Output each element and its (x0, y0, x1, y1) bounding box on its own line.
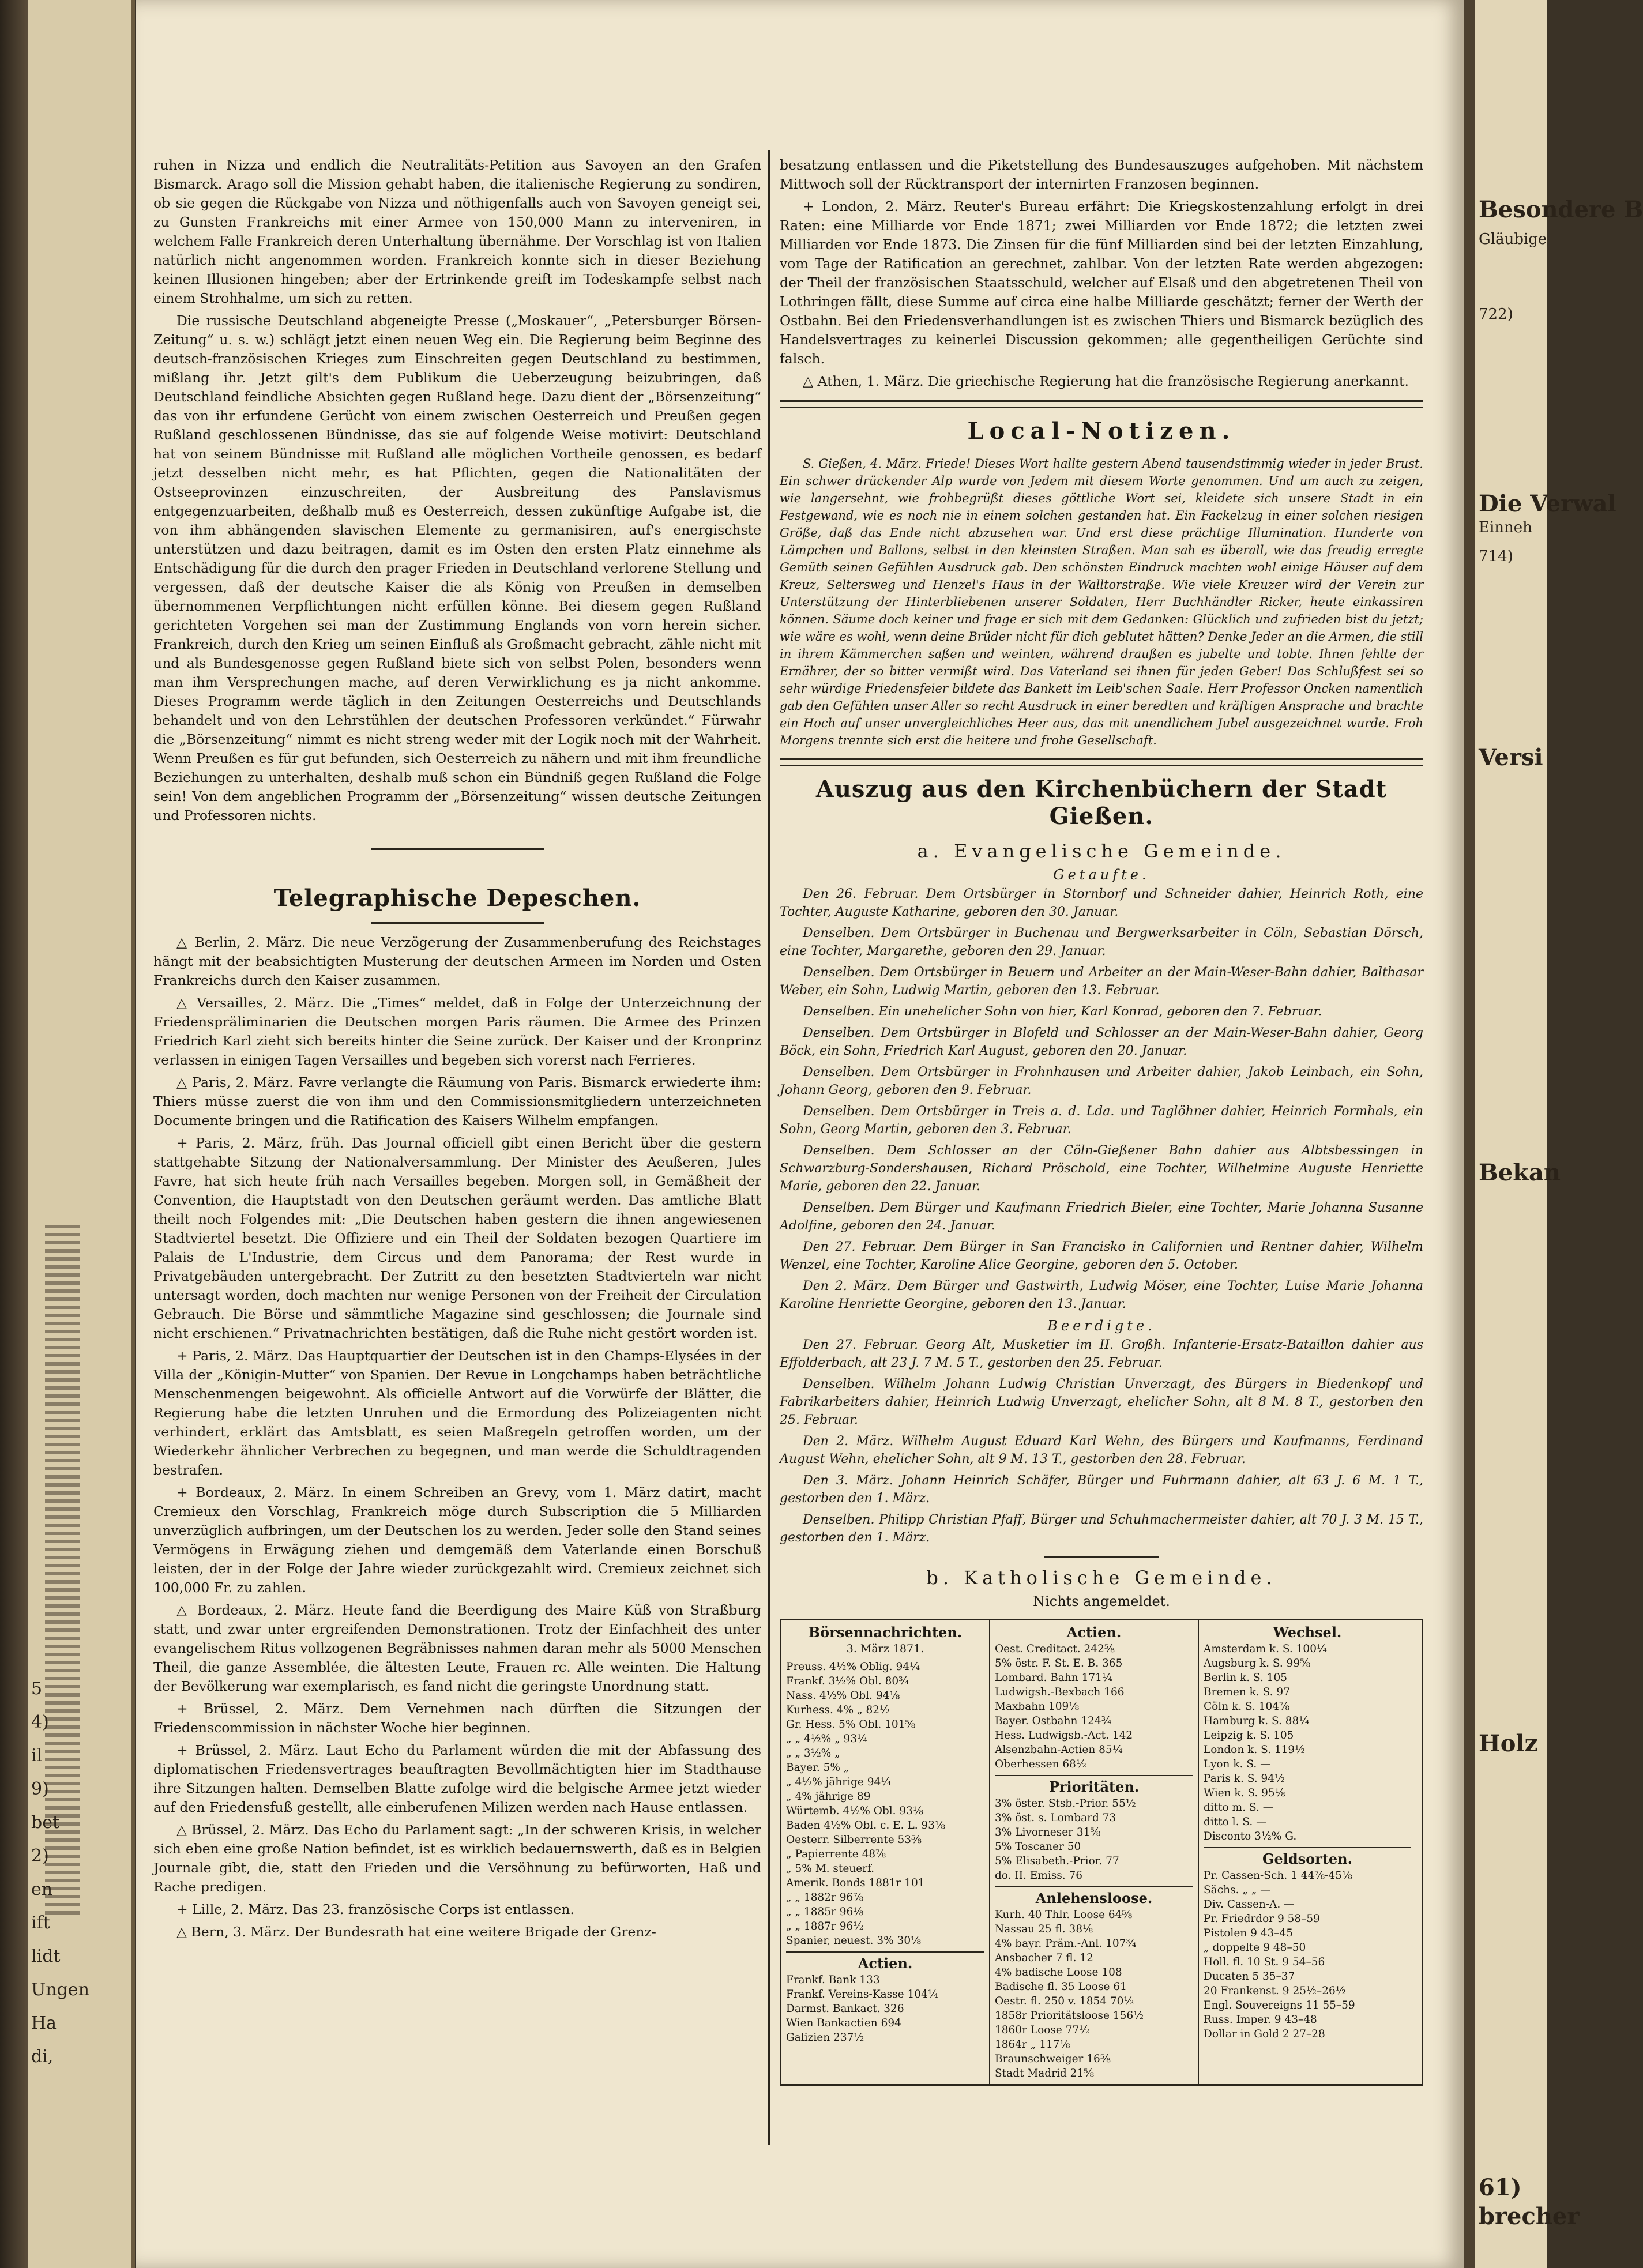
next-page-fragment: 714) (1479, 548, 1513, 565)
currency-line: Holl. fl. 10 St. 9 54–56 (1204, 1956, 1325, 1968)
fragment: di, (31, 2047, 54, 2067)
fragment: il (31, 1746, 43, 1766)
exchange-line: Leipzig k. S. 105 (1204, 1729, 1294, 1742)
exchange-line: Cöln k. S. 104⅞ (1204, 1701, 1289, 1713)
bond-line: Nass. 4½% Obl. 94⅛ (786, 1690, 900, 1702)
telegram-item: △ Berlin, 2. März. Die neue Verzögerung der Zusammenberufung des Reichstages hängt mit der beabsichtigten Musterung der deutschen Armeen im Norden und Osten Frankreichs durch den Kaiser zusammen. (153, 934, 761, 988)
fragment: ift (31, 1913, 50, 1933)
article-paragraph: Die russische Deutschland abgeneigte Presse („Moskauer“, „Petersburger Börsen-Zeitung“ u. s. w.) schlägt jetzt einen neuen Weg ein. Die Regierung beim Beginne des deutsch-französischen Krieges zum Einschreiten gegen Deutschland zu bestimmen, mißlang ihr. Jetzt gilt's dem Publikum die Ueberzeugung beizubringen, daß Deutschland feindliche Absichten gegen Rußland hege. Dazu dient der „Börsenzeitung“ das von ihr erfundene Gerücht von einem zwischen Oesterreich und Preußen gegen Rußland geschlossenen Bündnisse, das sie auf folgende Weise motivirt: Deutschland hat von seinem Bündnisse mit Rußland alle möglichen Vortheile genossen, es bedarf jetzt desselben nicht mehr, es hat Pflichten, gegen die Nationalitäten der Ostseeprovinzen einzuschreiten, der Ausbreitung des Panslavismus entgegenzuarbeiten, deßhalb muß es Oesterreich, dessen zukünftige Aufgabe ist, die von ihm abhängenden slavischen Elemente zu germanisiren, auf's energischste unterstützen und dazu beitragen, damit es im Osten den ersten Platz einnehme als Entschädigung für die durch den prager Frieden in Deutschland verlorene Stellung und vergessen, daß der deutsche Kaiser die als König von Preußen in demselben übernommenen Verpflichtungen nicht erfüllen könne. Bei diesem gegen Rußland gerichteten Vorgehen sei man der Zustimmung Englands von vorn herein sicher. Frankreich, durch den Krieg um seinen Einfluß als Großmacht gebracht, zähle nicht mit und als Bundesgenosse gegen Rußland biete sich von selbst Polen, besonders wenn man ihm Versprechungen mache, auf deren Verwirklichung es ja nicht ankomme. Dieses Programm werde täglich in den Zeitungen Oesterreichs und Deutschlands behandelt und von den Lehrstühlen der deutschen Professoren verkündet.“ Fürwahr die „Börsenzeitung“ nimmt es nicht streng weder mit der Logik noch mit der Wahrheit. Wenn Preußen es für gut befunden, sich Oesterreich zu nähern und mit ihm freundliche Beziehungen zu unterhalten, deshalb muß schon ein Bündniß gegen Rußland die Folge sein! Von dem angeblichen Programm der „Börsenzeitung“ wissen deutsche Zeitungen und Professoren nichts. (153, 313, 761, 823)
share-line: Oberhessen 68½ (995, 1758, 1086, 1770)
lottery-line: Ansbacher 7 fl. 12 (995, 1952, 1093, 1964)
share-line: Bayer. Ostbahn 124¾ (995, 1715, 1112, 1727)
telegram-item: + Brüssel, 2. März. Laut Echo du Parlament würden die mit der Abfassung des diplomatischen Friedensvertrages beauftragten Bevollmächtigten hier im Stadthause ihre Sitzungen halten. Demselben Blatte zufolge wird die belgische Armee jetzt wieder auf den Friedensfuß gestellt, alle einberufenen Milizen werden nach Hause entlassen. (153, 1742, 761, 1815)
burial-entry: Denselben. Philipp Christian Pfaff, Bürger und Schuhmachermeister dahier, alt 70 J. 3 M. 15 T., gestorben den 1. März. (780, 1513, 1423, 1545)
right-column (780, 156, 1423, 2086)
baptism-entry: Denselben. Dem Ortsbürger in Buchenau und Bergwerksarbeiter in Cöln, Sebastian Dörsch, eine Tochter, Margarethe, geboren den 29. Januar. (780, 926, 1423, 958)
lottery-line: 1858r Prioritätsloose 156½ (995, 2010, 1144, 2022)
currency-line: Pr. Cassen-Sch. 1 44⅞-45⅛ (1204, 1870, 1352, 1882)
exchange-line: ditto l. S. — (1204, 1816, 1267, 1828)
bond-line: Oesterr. Silberrente 53⅝ (786, 1834, 922, 1846)
telegram-item: △ Bordeaux, 2. März. Heute fand die Beerdigung des Maire Küß von Straßburg statt, und zwar unter ergreifenden Demonstrationen. Trotz der Einfachheit des unter evangelischem Ritus vollzogenen Begräbnisses nahmen daran mehr als 5000 Menschen Theil, die ganze Assemblée, die ältesten Leute, Frauen rc. Alle weinten. Die Haltung der Bevölkerung war exemplarisch, es fand nicht die geringste Unordnung statt. (153, 1602, 761, 1694)
bond-line: „ „ 3½% „ (786, 1747, 840, 1759)
next-page-fragment: Bekan (1479, 1159, 1561, 1186)
baptism-entry: Den 2. März. Dem Bürger und Gastwirth, Ludwig Möser, eine Tochter, Luise Marie Johanna Karoline Henriette Georgine, geboren den 13. Januar. (780, 1279, 1423, 1311)
fragment: lidt (31, 1946, 61, 1966)
next-page-fragment: 722) (1479, 306, 1513, 323)
fragment: 4) (31, 1712, 49, 1732)
bond-line: Preuss. 4½% Oblig. 94¼ (786, 1661, 920, 1673)
share-line: Galizien 237½ (786, 2032, 864, 2044)
stock-table (780, 1619, 1423, 2086)
baptism-entry: Denselben. Ein unehelicher Sohn von hier, Karl Konrad, geboren den 7. Februar. (803, 1005, 1322, 1019)
previous-page-edge (28, 0, 135, 2268)
priority-line: 5% Toscaner 50 (995, 1841, 1081, 1853)
share-line: Frankf. Bank 133 (786, 1974, 880, 1986)
stock-col-bonds (781, 1620, 990, 2084)
currency-line: Pistolen 9 43–45 (1204, 1927, 1294, 1939)
left-column (153, 156, 761, 1945)
share-line: Oest. Creditact. 242⅝ (995, 1643, 1115, 1655)
priority-line: 3% öst. s. Lombard 73 (995, 1812, 1116, 1824)
telegrams-heading: Telegraphische Depeschen. (273, 885, 641, 912)
stock-news-title: Börsennachrichten. (808, 1624, 963, 1641)
fragment: Ha (31, 2013, 57, 2033)
section-rule (1044, 1556, 1159, 1558)
share-line: 5% östr. F. St. E. B. 365 (995, 1657, 1123, 1669)
currency-line: Ducaten 5 35–37 (1204, 1970, 1295, 1983)
currency-line: Engl. Souvereigns 11 55–59 (1204, 1999, 1355, 2011)
section-rule (780, 758, 1423, 766)
buried-heading: Beerdigte. (1047, 1318, 1156, 1334)
next-page-fragment: Gläubige (1479, 231, 1547, 248)
bond-line: Würtemb. 4½% Obl. 93⅛ (786, 1805, 923, 1817)
currency-box (1204, 1847, 1411, 2041)
bank-shares-title: Actien. (858, 1955, 913, 1972)
priority-line: 3% öster. Stsb.-Prior. 55½ (995, 1797, 1136, 1810)
baptism-entry: Den 26. Februar. Dem Ortsbürger in Stornborf und Schneider dahier, Heinrich Roth, eine Tochter, Auguste Katharine, geboren den 30. Januar. (780, 887, 1423, 919)
stock-date: 3. März 1871. (846, 1642, 924, 1655)
currency-line: Dollar in Gold 2 27–28 (1204, 2028, 1325, 2040)
exchange-line: Disconto 3½% G. (1204, 1830, 1297, 1842)
section-rule (780, 400, 1423, 408)
exchange-line: Amsterdam k. S. 100¼ (1204, 1643, 1327, 1655)
book-binding (0, 0, 28, 2268)
fragment: en (31, 1879, 53, 1900)
baptism-entry: Denselben. Dem Ortsbürger in Beuern und Arbeiter an der Main-Weser-Bahn dahier, Balthasar Weber, ein Sohn, Ludwig Martin, geboren den 13. Februar. (780, 965, 1423, 998)
bond-line: Spanier, neuest. 3% 30⅛ (786, 1935, 922, 1947)
share-line: Maxbahn 109⅛ (995, 1701, 1080, 1713)
next-page-fragment: Besondere B (1479, 196, 1643, 223)
next-page-fragment: Die Verwal (1479, 490, 1616, 517)
evangelical-heading: a. Evangelische Gemeinde. (917, 840, 1286, 862)
stock-col-shares (990, 1620, 1199, 2084)
section-rule (371, 922, 544, 924)
lottery-line: Braunschweiger 16⅝ (995, 2053, 1111, 2065)
right-gutter (1464, 0, 1475, 2268)
baptism-entry: Denselben. Dem Bürger und Kaufmann Friedrich Bieler, eine Tochter, Marie Johanna Susanne Adolfine, geboren den 24. Januar. (780, 1201, 1423, 1233)
bond-line: Frankf. 3½% Obl. 80¾ (786, 1675, 909, 1687)
article-paragraph: ruhen in Nizza und endlich die Neutralitäts-Petition aus Savoyen an den Grafen Bismarck. Arago soll die Mission gehabt haben, die italienische Regierung zu sondiren, ob sie gegen die Rückgabe von Nizza und nöthigenfalls auch von Savoyen geneigt sei, zu Gunsten Frankreichs mit einer Armee von 150,000 Mann zu interveniren, in welchem Falle Frankreich deren Unterhaltung übernähme. Der Vorschlag ist von Italien natürlich nicht angenommen worden. Frankreich konnte sich in dieser Beziehung keinen Illusionen hingeben; aber der Ertrinkende greift im Todeskampfe selbst nach einem Strohhalme, um sich zu retten. (153, 157, 761, 306)
catholic-note: Nichts angemeldet. (1033, 1593, 1170, 1609)
lottery-line: 4% bayr. Präm.-Anl. 107¾ (995, 1938, 1137, 1950)
lottery-line: 1864r „ 117⅛ (995, 2038, 1070, 2051)
exchange-line: Hamburg k. S. 88¼ (1204, 1715, 1310, 1727)
currency-line: Div. Cassen-A. — (1204, 1898, 1295, 1910)
exchange-line: Wien k. S. 95⅛ (1204, 1787, 1285, 1799)
shares-title: Actien. (1066, 1624, 1122, 1641)
burial-entry: Den 27. Februar. Georg Alt, Musketier im II. Großh. Infanterie-Ersatz-Bataillon dahier aus Effolderbach, alt 23 J. 7 M. 5 T., gestorben den 25. Februar. (780, 1338, 1423, 1370)
bond-line: Amerik. Bonds 1881r 101 (786, 1877, 925, 1889)
exchange-line: Bremen k. S. 97 (1204, 1686, 1290, 1698)
telegram-item: △ Bern, 3. März. Der Bundesrath hat eine weitere Brigade der Grenz- (176, 1924, 656, 1940)
exchange-line: Lyon k. S. — (1204, 1758, 1271, 1770)
article-paragraph: △ Athen, 1. März. Die griechische Regierung hat die französische Regierung anerkannt. (803, 373, 1409, 389)
baptism-entry: Den 27. Februar. Dem Bürger in San Francisko in Californien und Rentner dahier, Wilhelm Wenzel, eine Tochter, Karoline Alice Georgine, geboren den 5. October. (780, 1240, 1423, 1272)
lottery-bonds-title: Anlehensloose. (1035, 1890, 1153, 1906)
previous-page-fragments (31, 1672, 89, 2074)
exchange-title: Wechsel. (1273, 1624, 1342, 1641)
article-paragraph: besatzung entlassen und die Piketstellung des Bundesauszuges aufgehoben. Mit nächstem Mittwoch soll der Rücktransport der internirten Franzosen beginnen. (780, 157, 1423, 192)
burial-entry: Den 3. März. Johann Heinrich Schäfer, Bürger und Fuhrmann dahier, alt 63 J. 6 M. 1 T., gestorben den 1. März. (780, 1473, 1423, 1506)
telegram-item: + Paris, 2. März. Das Hauptquartier der Deutschen ist in den Champs-Elysées in der Villa der „Königin-Mutter“ von Spanien. Der Revue in Longchamps haben beträchtliche Menschenmengen beigewohnt. Als officielle Antwort auf die Vorwürfe der Blätter, die Regierung habe die letzten Unruhen und die Ermordung des Polizeiagenten nicht verhindert, erklärt das Amtsblatt, es seien Maßregeln getroffen worden, um der Wiederkehr ähnlicher Verbrechen zu begegnen, und man werde die Schuldtragenden bestrafen. (153, 1348, 761, 1478)
telegram-item: △ Brüssel, 2. März. Das Echo du Parlament sagt: „In der schweren Krisis, in welcher sich eben eine große Nation befindet, ist es wirklich bedauernswerth, daß es in Belgien Journale gibt, die, statt den Frieden und die Versöhnung zu befürworten, Haß und Rache predigen. (153, 1822, 761, 1895)
bond-line: „ Papierrente 48⅞ (786, 1848, 886, 1860)
catholic-heading: b. Katholische Gemeinde. (926, 1567, 1277, 1589)
bond-line: „ „ 1887r 96½ (786, 1920, 864, 1932)
exchange-line: Berlin k. S. 105 (1204, 1672, 1288, 1684)
exchange-line: Augsburg k. S. 99⅝ (1204, 1657, 1311, 1669)
burial-entry: Den 2. März. Wilhelm August Eduard Karl Wehn, des Bürgers und Kaufmanns, Ferdinand August Wehn, ehelicher Sohn, alt 9 M. 13 T., gestorben den 28. Februar. (780, 1434, 1423, 1466)
lottery-line: Stadt Madrid 21⅝ (995, 2067, 1095, 2079)
share-line: Alsenzbahn-Actien 85¼ (995, 1744, 1123, 1756)
share-line: Lombard. Bahn 171¼ (995, 1672, 1112, 1684)
bond-line: „ 4% jährige 89 (786, 1791, 871, 1803)
lottery-bonds-box (995, 1886, 1193, 2081)
priorities-box (995, 1775, 1193, 1883)
baptism-entry: Denselben. Dem Schlosser an der Cöln-Gießener Bahn dahier aus Albtsbessingen in Schwarzburg-Sondershausen, Richard Pröschold, eine Tochter, Wilhelmine Auguste Henriette Marie, geboren den 22. Januar. (780, 1144, 1423, 1194)
currency-title: Geldsorten. (1262, 1850, 1352, 1867)
share-line: Wien Bankactien 694 (786, 2017, 901, 2029)
exchange-line: ditto m. S. — (1204, 1801, 1274, 1814)
bond-line: Kurhess. 4% „ 82½ (786, 1704, 890, 1716)
lottery-line: Badische fl. 35 Loose 61 (995, 1981, 1127, 1993)
baptism-entry: Denselben. Dem Ortsbürger in Frohnhausen und Arbeiter dahier, Jakob Leinbach, ein Sohn, Johann Georg, geboren den 9. Februar. (780, 1065, 1423, 1097)
bank-shares-box (786, 1951, 984, 2045)
share-line: Hess. Ludwigsb.-Act. 142 (995, 1729, 1133, 1742)
baptism-entry: Denselben. Dem Ortsbürger in Blofeld und Schlosser an der Main-Weser-Bahn dahier, Georg Böck, ein Sohn, Friedrich Karl August, geboren den 20. Januar. (780, 1026, 1423, 1058)
fragment: 5 (31, 1679, 43, 1699)
next-page-fragment: Einneh (1479, 519, 1532, 536)
priority-line: 3% Livorneser 31⅝ (995, 1826, 1101, 1838)
fragment: 2) (31, 1846, 49, 1866)
share-line: Ludwigsh.-Bexbach 166 (995, 1686, 1125, 1698)
church-records-heading: Auszug aus den Kirchenbüchern der Stadt Gießen. (815, 776, 1388, 830)
baptism-entry: Denselben. Dem Ortsbürger in Treis a. d. Lda. und Taglöhner dahier, Heinrich Formhals, ein Sohn, Georg Martin, geboren den 3. Februar. (780, 1104, 1423, 1137)
article-paragraph: + London, 2. März. Reuter's Bureau erfährt: Die Kriegskostenzahlung erfolgt in drei Raten: eine Milliarde vor Ende 1871; zwei Milliarden vor Ende 1872; die letzten zwei Milliarden vor Ende 1873. Die Zinsen für die fünf Milliarden sind bei der letzten Einzahlung, vom Tage der Ratification an gerechnet, zahlbar. Von der letzten Rate werden abgezogen: der Theil der französischen Staatsschuld, welcher auf Elsaß und den abgetretenen Theil von Lothringen fällt, diese Summe auf circa eine halbe Milliarde geschätzt; ferner der Werth der Ostbahn. Bei den Friedensverhandlungen ist es zwischen Thiers und Bismarck bezüglich des Handelsvertrages zu keinerlei Discussion gekommen; alle gegentheiligen Gerüchte sind falsch. (780, 198, 1423, 367)
priorities-title: Prioritäten. (1048, 1778, 1140, 1795)
section-rule (371, 848, 544, 850)
currency-line: 20 Frankenst. 9 25½–26½ (1204, 1985, 1346, 1997)
next-page-fragment: brecher (1479, 2203, 1580, 2230)
priority-line: 5% Elisabeth.-Prior. 77 (995, 1855, 1119, 1867)
lottery-line: 1860r Loose 77½ (995, 2024, 1090, 2036)
exchange-line: Paris k. S. 94½ (1204, 1773, 1285, 1785)
currency-line: Russ. Imper. 9 43–48 (1204, 2014, 1317, 2026)
currency-line: Pr. Friedrdor 9 58–59 (1204, 1913, 1320, 1925)
next-page-fragment: Holz (1479, 1730, 1538, 1757)
bond-line: Bayer. 5% „ (786, 1762, 849, 1774)
baptized-heading: Getaufte. (1053, 867, 1150, 883)
telegram-item: + Bordeaux, 2. März. In einem Schreiben an Grevy, vom 1. März datirt, macht Cremieux den Vorschlag, Frankreich möge durch Subscription die 5 Milliarden unverzüglich aufbringen, um der Deutschen los zu werden. Jeder solle den Stand seines Vermögens in Erwägung ziehen und demgemäß dem Vaterlande einen Borschuß leisten, der in der Folge der Jahre wieder zurückgezahlt wird. Cremieux zeichnet sich 100,000 Fr. zu zahlen. (153, 1484, 761, 1596)
lottery-line: Oestr. fl. 250 v. 1854 70½ (995, 1995, 1134, 2007)
telegram-item: + Lille, 2. März. Das 23. französische Corps ist entlassen. (176, 1901, 574, 1917)
telegram-item: △ Versailles, 2. März. Die „Times“ meldet, daß in Folge der Unterzeichnung der Friedenspräliminarien die Deutschen morgen Paris räumen. Die Armee des Prinzen Friedrich Karl zieht sich bereits hinter die Seine zurück. Der Kaiser und der Kronprinz verlassen in einigen Tagen Versailles und begeben sich vorerst nach Ferrieres. (153, 995, 761, 1068)
bond-line: „ „ 1882r 96⅞ (786, 1891, 864, 1904)
share-line: Frankf. Vereins-Kasse 104¼ (786, 1988, 938, 2000)
share-line: Darmst. Bankact. 326 (786, 2003, 904, 2015)
lottery-line: Kurh. 40 Thlr. Loose 64⅝ (995, 1909, 1133, 1921)
bond-line: Gr. Hess. 5% Obl. 101⅝ (786, 1718, 916, 1731)
telegram-item: + Brüssel, 2. März. Dem Vernehmen nach dürften die Sitzungen der Friedenscommission in nächster Woche hier beginnen. (153, 1701, 761, 1736)
lottery-line: 4% badische Loose 108 (995, 1966, 1122, 1979)
column-divider (768, 150, 770, 2145)
fragment: Ungen (31, 1980, 89, 2000)
bond-line: „ 5% M. steuerf. (786, 1863, 875, 1875)
lottery-line: Nassau 25 fl. 38⅛ (995, 1923, 1093, 1935)
telegram-item: + Paris, 2. März, früh. Das Journal officiell gibt einen Bericht über die gestern stattgehabte Sitzung der Nationalversammlung. Der Minister des Aeußeren, Jules Favre, hat sich heute früh nach Versailles begeben. Morgen soll, in Gemäßheit der Convention, die Hauptstadt von den Deutschen geräumt werden. Das amtliche Blatt theilt noch Folgendes mit: „Die Deutschen haben gestern die ihnen angewiesenen Stadtviertel besetzt. Die Offiziere und ein Theil der Soldaten bezogen Quartiere im Palais de L'Industrie, dem Circus und dem Panorama; der Rest wurde in Privatgebäuden untergebracht. Der Zutritt zu den besetzten Stadtvierteln war nicht untersagt worden, doch machten nur wenige Personen von der Freiheit der Circulation Gebrauch. Die Börse und sämmtliche Magazine sind geschlossen; die Journale sind nicht erschienen.“ Privatnachrichten bestätigen, daß die Ruhe nicht gestört worden ist. (153, 1135, 761, 1341)
telegram-item: △ Paris, 2. März. Favre verlangte die Räumung von Paris. Bismarck erwiederte ihm: Thiers müsse zuerst die von ihm und den Commissionsmitgliedern unterzeichneten Documente bringen und die Ratification des Kaisers Wilhelm empfangen. (153, 1074, 761, 1129)
bond-line: „ 4½% jährige 94¼ (786, 1776, 892, 1788)
next-page-edge (1475, 0, 1643, 2268)
local-news-text: S. Gießen, 4. März. Friede! Dieses Wort hallte gestern Abend tausendstimmig wieder in jeder Brust. Ein schwer drückender Alp wurde von Jedem mit diesem Worte genommen. Und um auch zu zeigen, wie langersehnt, wie frohbegrüßt dieses göttliche Wort sei, kleidete sich unsere Stadt in ein Festgewand, wie es noch nie in einem solchen gestanden hat. Ein Fackelzug in einer solchen riesigen Größe, daß das Ende nicht abzusehen war. Und erst diese prächtige Illumination. Hunderte von Lämpchen und Ballons, selbst in den kleinsten Straßen. Man sah es überall, wie das freudig erregte Gemüth seinen Gefühlen Ausdruck gab. Den schönsten Eindruck machten wohl einige Häuser auf dem Kreuz, Seltersweg und Henzel's Haus in der Walltorstraße. Wie viele Kreuzer wird der Verein zur Unterstützung der Hinterbliebenen unserer Soldaten, Herr Buchhändler Ricker, heute einkassiren können. Säume doch keiner und frage er sich mit dem Gedanken: Glücklich und zufrieden bist du jetzt; wie wäre es wohl, wenn deine Brüder nicht für dich geblutet hätten? Denke Jeder an die Armen, die still in ihrem Kämmerchen saßen und weinten, während draußen es jubelte und tobte. Ihnen fehlte der Ernährer, der so bitter vermißt wird. Das Vaterland sei ihnen für jeden Geber! Das Schlußfest sei so sehr würdige Friedensfeier bildete das Bankett im Leib'schen Saale. Herr Professor Oncken namentlich gab den Gefühlen unser Aller so recht Ausdruck in einer beredten und kräftigen Ansprache und brachte ein Hoch auf unser unvergleichliches Heer aus, das mit unendlichem Jubel ausgezeichnet wurde. Froh Morgens trennte sich erst die heitere und frohe Gesellschaft. (780, 457, 1423, 747)
priority-line: do. II. Emiss. 76 (995, 1870, 1083, 1882)
bond-line: „ „ 1885r 96⅛ (786, 1906, 864, 1918)
stock-col-exchange (1199, 1620, 1416, 2084)
local-news-heading: Local-Notizen. (967, 418, 1236, 445)
fragment: 9) (31, 1779, 49, 1799)
bond-line: Baden 4½% Obl. c. E. L. 93⅛ (786, 1819, 945, 1831)
exchange-line: London k. S. 119½ (1204, 1744, 1306, 1756)
fragment: bet (31, 1812, 60, 1833)
currency-line: Sächs. „ „ — (1204, 1884, 1271, 1896)
next-page-fragment: Versi (1479, 744, 1543, 771)
next-page-fragment: 61) (1479, 2174, 1522, 2201)
bond-line: „ „ 4½% „ 93¼ (786, 1733, 868, 1745)
currency-line: „ doppelte 9 48–50 (1204, 1942, 1306, 1954)
burial-entry: Denselben. Wilhelm Johann Ludwig Christian Unverzagt, des Bürgers in Biedenkopf und Fabrikarbeiters dahier, Heinrich Ludwig Unverzagt, ehelicher Sohn, alt 8 M. 8 T., gestorben den 25. Februar. (780, 1377, 1423, 1427)
